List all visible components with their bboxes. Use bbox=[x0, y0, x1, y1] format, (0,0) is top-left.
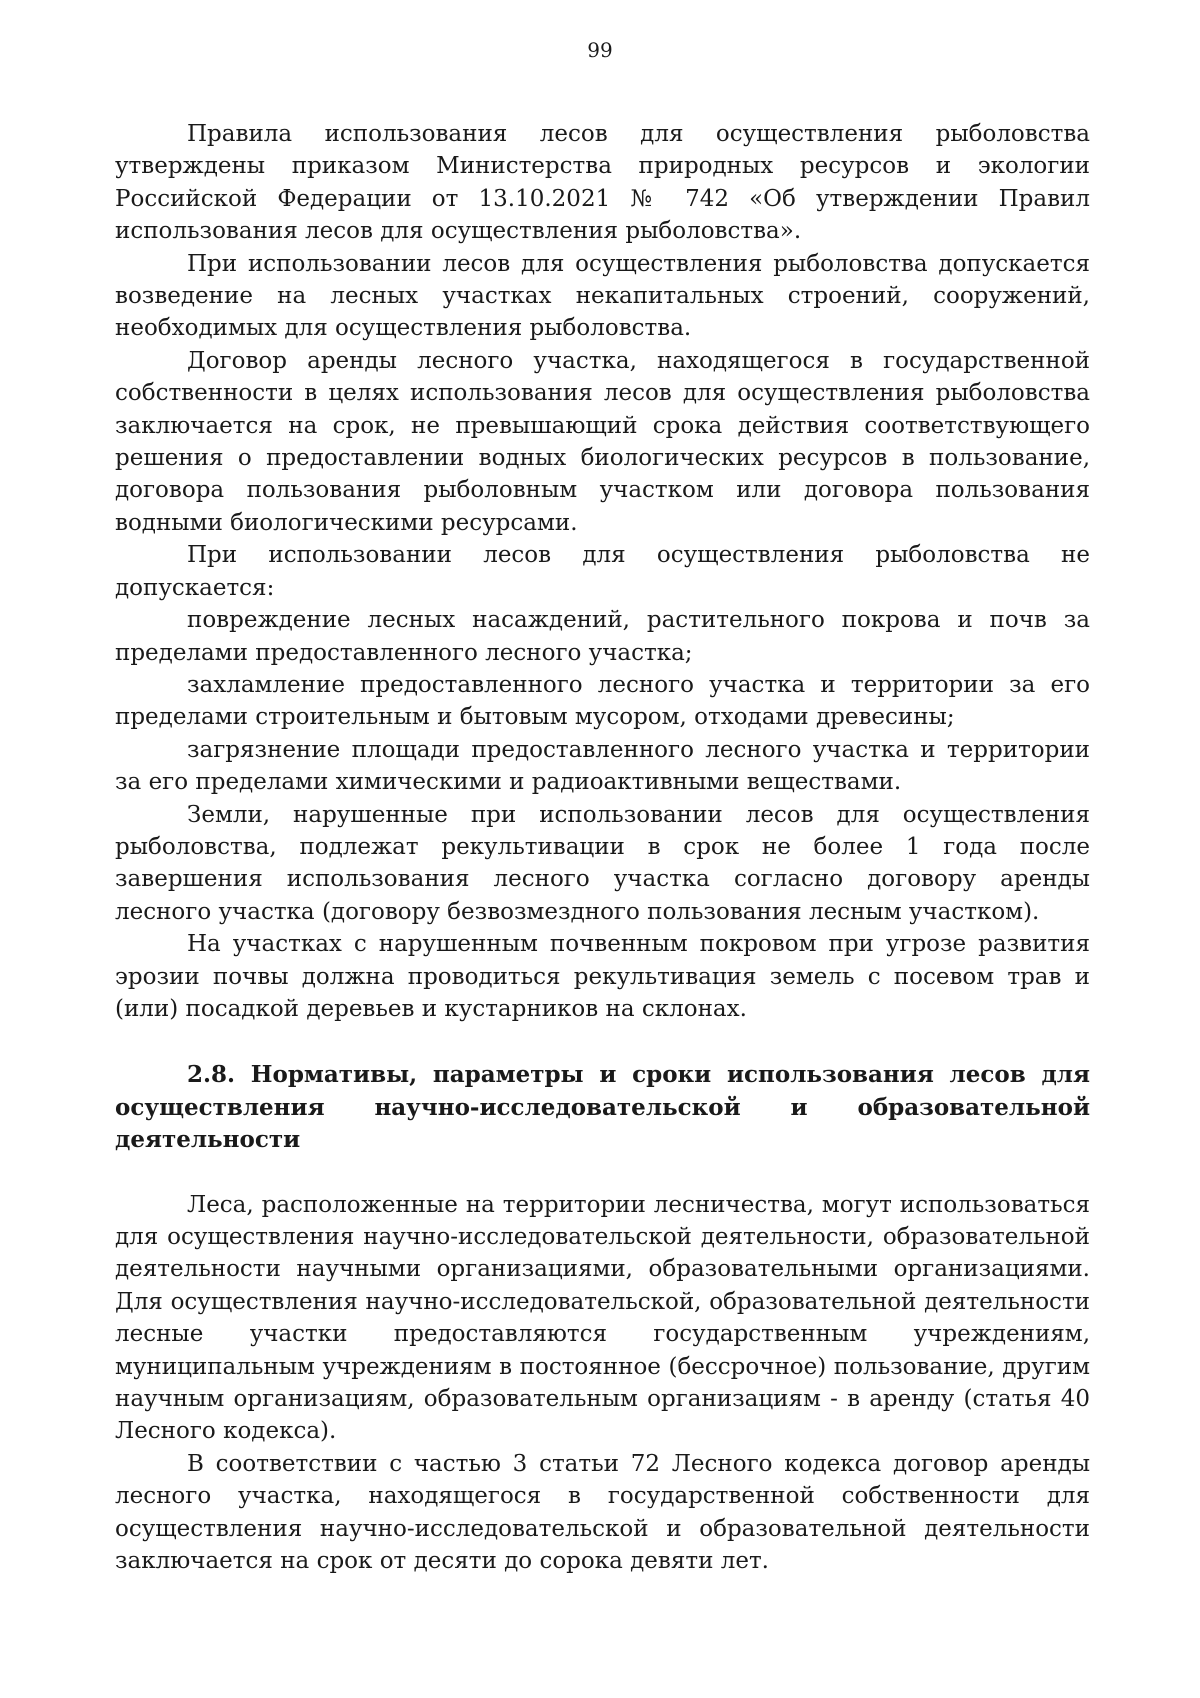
paragraph-recultivation: Земли, нарушенные при использовании лесов для осуществления рыболовства, подлежат рекультивации в срок не более 1 года после завершения использования лесного участка согласно договору аренды лесного участка (договору безвозмездного пользования лесным участком). bbox=[115, 801, 1090, 925]
document-body bbox=[115, 118, 1090, 1577]
paragraph-fishing-allowed: При использовании лесов для осуществления рыболовства допускается возведение на лесных участках некапитальных строений, сооружений, необходимых для осуществления рыболовства. bbox=[115, 250, 1090, 342]
list-item-pollution: загрязнение площади предоставленного лесного участка и территории за его пределами химическими и радиоактивными веществами. bbox=[115, 736, 1090, 796]
paragraph-lease-term: Договор аренды лесного участка, находящегося в государственной собственности в целях использования лесов для осуществления рыболовства заключается на срок, не превышающий срока действия соответствующего решения о предоставлении водных биологических ресурсов в пользование, договора пользования рыболовным участком или договора пользования водными биологическими ресурсами. bbox=[115, 347, 1090, 536]
paragraph-not-allowed: При использовании лесов для осуществления рыболовства не допускается: bbox=[115, 542, 1090, 601]
section-heading: 2.8. Нормативы, параметры и сроки использования лесов для осуществления научно-исследовательской и образовательной деятельности bbox=[115, 1061, 1090, 1154]
page-number: 99 bbox=[587, 38, 613, 62]
list-item-damage: повреждение лесных насаждений, растительного покрова и почв за пределами предоставленного лесного участка; bbox=[115, 607, 1090, 666]
paragraph-fishing-rules: Правила использования лесов для осуществления рыболовства утверждены приказом Министерства природных ресурсов и экологии Российской Федерации от 13.10.2021 № 742 «Об утверждении Правил использования лесов для осуществления рыболовства». bbox=[115, 121, 1090, 245]
paragraph-erosion: На участках с нарушенным почвенным покровом при угрозе развития эрозии почвы должна проводиться рекультивация земель с посевом трав и (или) посадкой деревьев и кустарников на склонах. bbox=[115, 931, 1090, 1022]
paragraph-research-lease-term: В соответствии с частью 3 статьи 72 Лесного кодекса договор аренды лесного участка, находящегося в государственной собственности для осуществления научно-исследовательской и образовательной деятельности заключается на срок от десяти до сорока девяти лет. bbox=[115, 1450, 1090, 1575]
paragraph-research-use: Леса, расположенные на территории лесничества, могут использоваться для осуществления научно-исследовательской деятельности, образовательной деятельности научными организациями, образовательными организациями. Для осуществления научно-исследовательской, образовательной деятельности лесные участки предоставляются государственным учреждениям, муниципальным учреждениям в постоянное (бессрочное) пользование, другим научным организациям, образовательным организациям - в аренду (статья 40 Лесного кодекса). bbox=[115, 1191, 1090, 1445]
list-item-littering: захламление предоставленного лесного участка и территории за его пределами строительным и бытовым мусором, отходами древесины; bbox=[115, 671, 1090, 731]
